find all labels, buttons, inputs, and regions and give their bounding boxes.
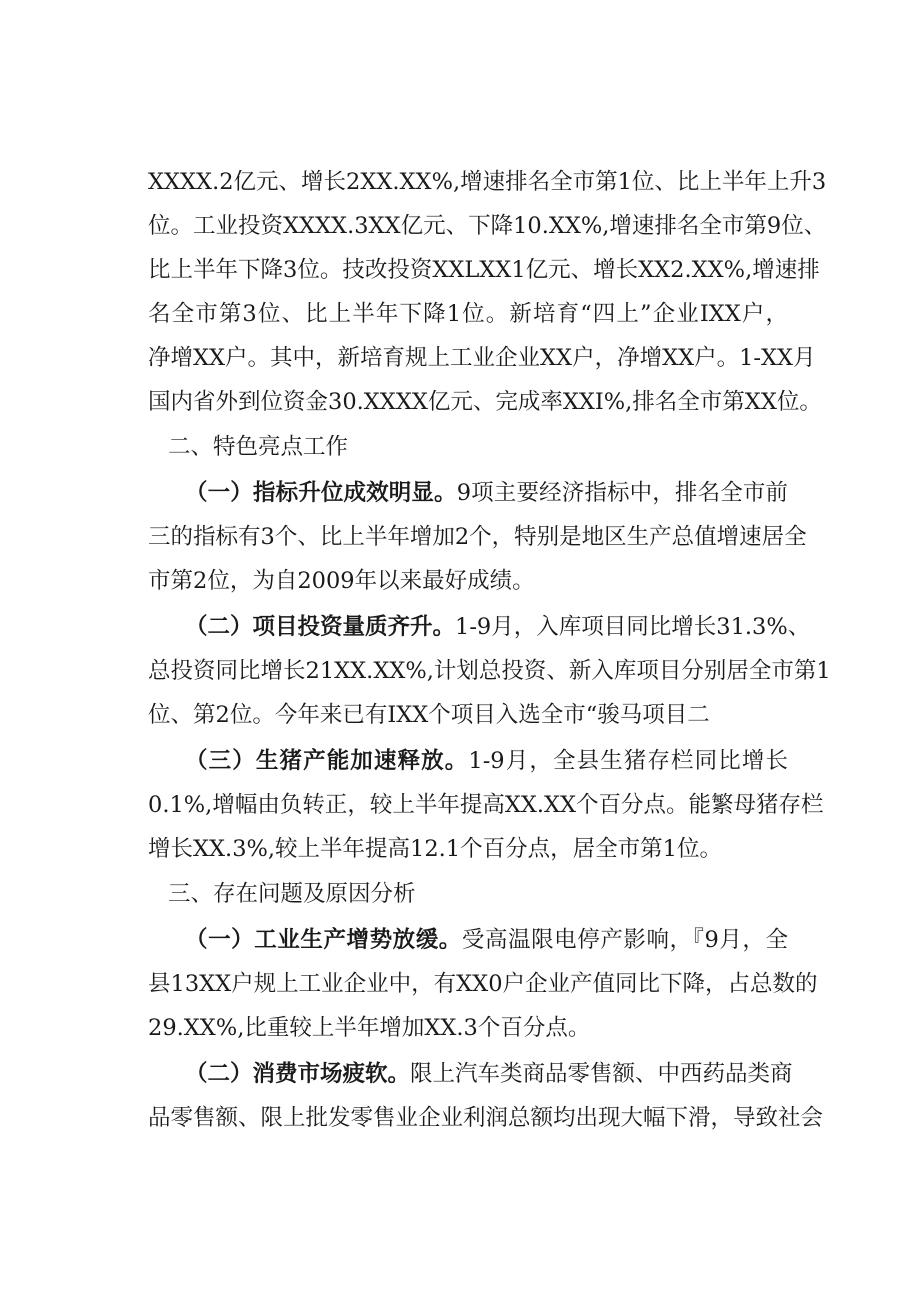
s2-item1-line3: 市第2位，为自2009年以来最好成绩。 (148, 568, 535, 594)
s2-item3-line3: 增长XX.3%,较上半年提高12.1个百分点，居全市第1位。 (148, 836, 722, 862)
s3-item2-line2: 品零售额、限上批发零售业企业利润总额均出现大幅下滑，导致社会 (148, 1105, 824, 1131)
s2-item2-lead: （二）项目投资量质齐升。 (185, 614, 456, 640)
s3-item1-line2: 县13XX户规上工业企业中，有XX0户企业产值同比下降，占总数的 (148, 971, 818, 997)
s2-item3-line1 (185, 745, 788, 777)
s3-item2-line1 (185, 1058, 793, 1090)
s3-item2-text: 限上汽车类商品零售额、中西药品类商 (410, 1061, 793, 1087)
intro-line-2: 位。工业投资XXXX.3XX亿元、下降10.XX%,增速排名全市第9位、 (148, 213, 827, 239)
s3-item1-text: 受高温限电停产影响，『9月，全 (461, 927, 788, 953)
intro-line-3: 比上半年下降3位。技改投资XXLXX1亿元、增长XX2.XX%,增速排 (148, 257, 820, 283)
s3-item1-line1 (185, 924, 788, 956)
intro-line-1: XXXX.2亿元、增长2XX.XX%,增速排名全市第1位、比上半年上升3 (148, 169, 827, 195)
s2-item2-line1 (185, 611, 811, 643)
intro-line-5: 净增XX户。其中，新培育规上工业企业XX户，净增XX户。1-XX月 (148, 345, 816, 371)
section-3-heading: 三、存在问题及原因分析 (168, 881, 416, 907)
s2-item3-line2: 0.1%,增幅由负转正，较上半年提高XX.XX个百分点。能繁母猪存栏 (148, 792, 824, 818)
s3-item2-lead: （二）消费市场疲软。 (185, 1061, 411, 1087)
section-2-heading: 二、特色亮点工作 (168, 434, 349, 460)
s2-item3-text: 1-9月，全县生猪存栏同比增长 (468, 748, 788, 774)
s2-item1-line2: 三的指标有3个、比上半年增加2个，特别是地区生产总值增速居全 (148, 524, 807, 550)
s3-item1-lead: （一）工业生产增势放缓。 (185, 927, 462, 953)
s3-item1-line3: 29.XX%,比重较上半年增加XX.3个百分点。 (148, 1015, 591, 1041)
s2-item1-line1 (185, 477, 788, 509)
s2-item2-line3: 位、第2位。今年来已有IXX个项目入选全市“骏马项目二 (148, 702, 710, 728)
s2-item1-text: 9项主要经济指标中，排名全市前 (456, 480, 788, 506)
s2-item2-line2: 总投资同比增长21XX.XX%,计划总投资、新入库项目分别居全市第1 (148, 658, 831, 684)
intro-line-4: 名全市第3位、比上半年下降1位。新培育“四上”企业IXX户， (148, 301, 788, 327)
s2-item1-lead: （一）指标升位成效明显。 (185, 480, 457, 506)
s2-item3-lead: （三）生猪产能加速释放。 (185, 748, 469, 774)
s2-item2-text: 1-9月，入库项目同比增长31.3%、 (455, 614, 811, 640)
intro-line-6: 国内省外到位资金30.XXXX亿元、完成率XXI%,排名全市第XX位。 (148, 389, 822, 415)
